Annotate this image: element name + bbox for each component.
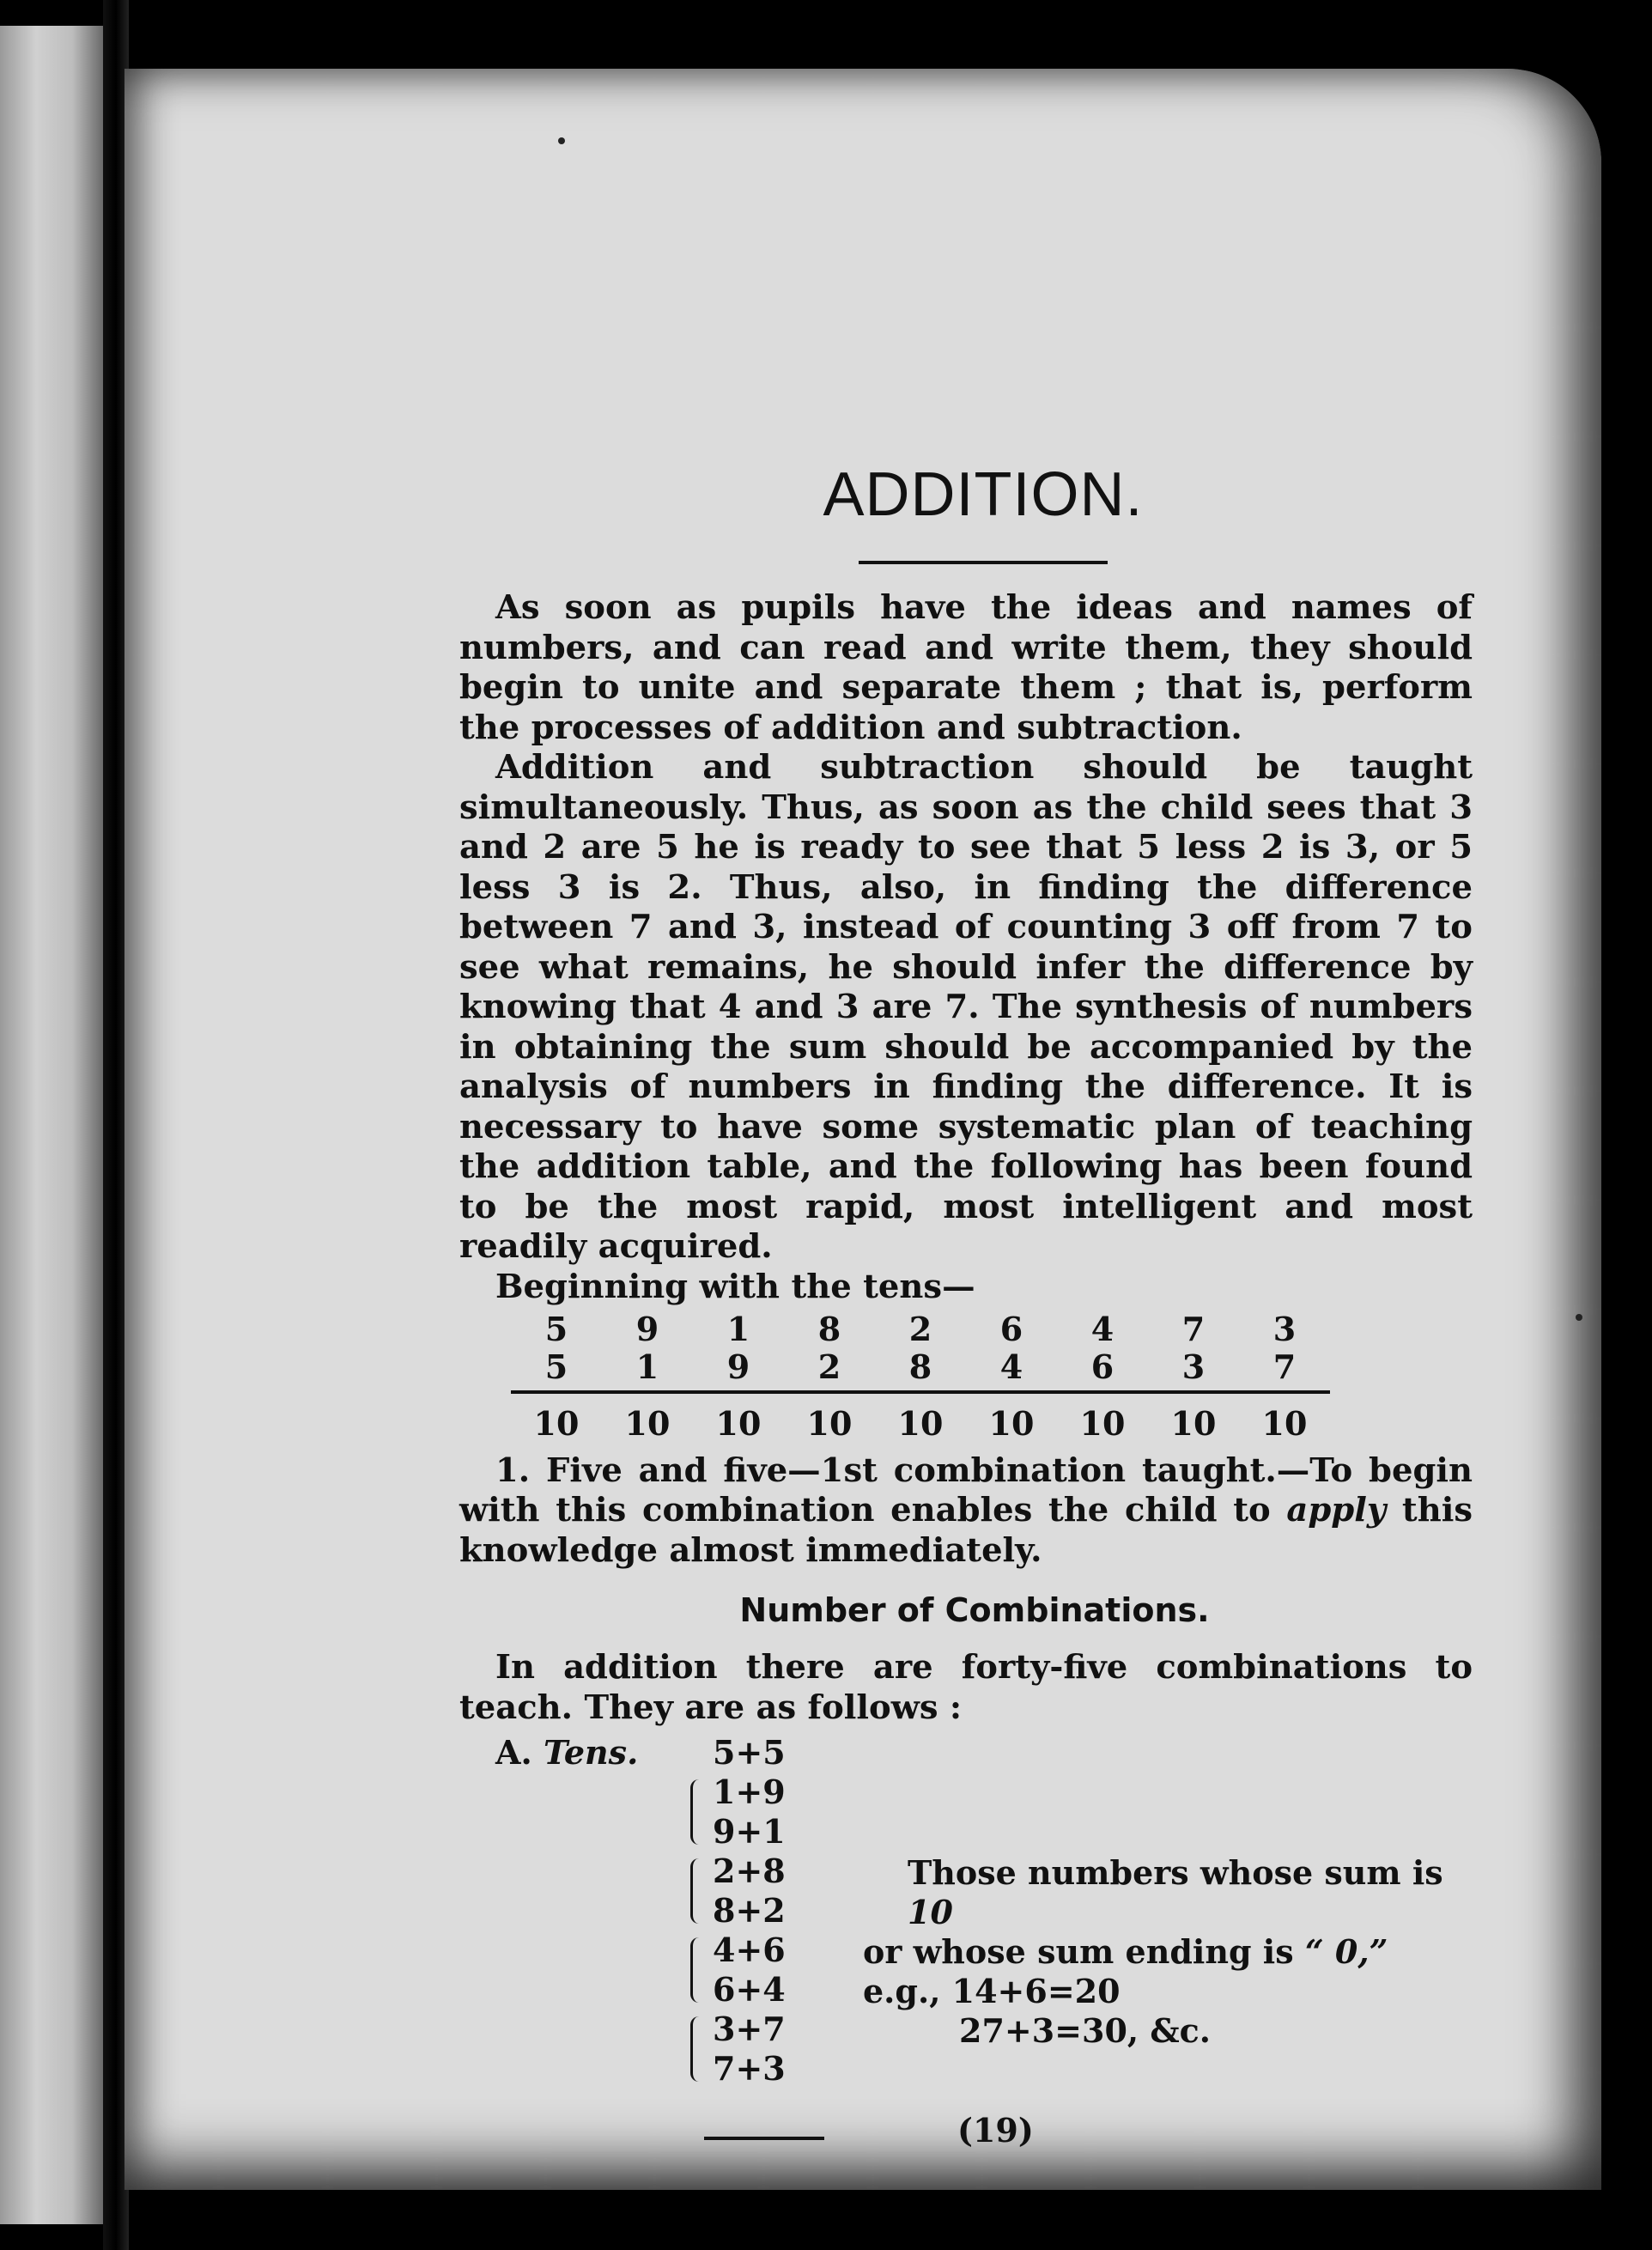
ink-speck bbox=[1576, 1314, 1582, 1321]
combo-pair bbox=[713, 2010, 786, 2089]
tens-intro: Beginning with the tens— bbox=[495, 1267, 975, 1306]
combo-pair bbox=[713, 1852, 786, 1931]
book-page bbox=[125, 69, 1601, 2190]
tens-cell: 6 bbox=[999, 1309, 1023, 1348]
combo-item: 8+2 bbox=[713, 1891, 786, 1930]
tens-cell: 3 bbox=[1181, 1347, 1206, 1386]
brace bbox=[690, 1858, 703, 1924]
page-title: ADDITION. bbox=[823, 460, 1144, 529]
sum-rule-row bbox=[511, 1386, 1330, 1398]
brace bbox=[690, 2016, 703, 2082]
note-text-end: this knowledge almost immediately. bbox=[459, 1491, 1473, 1570]
tens-top-row bbox=[511, 1310, 1330, 1348]
paragraph-1: As soon as pupils have the ideas and names of numbers, and can read and write them, they should begin to unite and separate them ; that is, perform the processes of addition and subtraction. bbox=[459, 588, 1473, 747]
tens-cell: 5 bbox=[544, 1347, 568, 1386]
combo-item: 3+7 bbox=[713, 2010, 786, 2048]
tens-cell: 3 bbox=[1272, 1309, 1297, 1348]
section-heading: Number of Combinations. bbox=[739, 1591, 1210, 1629]
sum-rule-cell bbox=[511, 1386, 1330, 1398]
tens-sum: 10 bbox=[715, 1403, 762, 1443]
explanation-text: or whose sum ending is bbox=[863, 1932, 1305, 1971]
tens-sum: 10 bbox=[1170, 1403, 1217, 1443]
combo-item: 9+1 bbox=[713, 1812, 786, 1851]
tens-cell: 1 bbox=[635, 1347, 659, 1386]
tens-sum: 10 bbox=[533, 1403, 580, 1443]
combo-item: 4+6 bbox=[713, 1931, 786, 1969]
combo-pair bbox=[713, 1773, 786, 1852]
combo-item: 5+5 bbox=[713, 1733, 786, 1772]
combo-group-name: Tens. bbox=[543, 1733, 639, 1772]
tens-sum: 10 bbox=[988, 1403, 1035, 1443]
explanation-emphasis: “ 0,” bbox=[1304, 1932, 1388, 1971]
tens-cell: 1 bbox=[726, 1309, 750, 1348]
tens-cell: 2 bbox=[908, 1309, 932, 1348]
combo-explanation bbox=[863, 1853, 1473, 2051]
title-rule bbox=[859, 561, 1108, 564]
combo-item: 2+8 bbox=[713, 1852, 786, 1890]
tens-cell: 4 bbox=[1090, 1309, 1114, 1348]
tens-cell: 4 bbox=[999, 1347, 1023, 1386]
combinations-block bbox=[459, 1733, 1473, 2150]
explanation-emphasis: 10 bbox=[908, 1893, 953, 1931]
tens-cell: 7 bbox=[1181, 1309, 1206, 1348]
ink-speck bbox=[558, 137, 565, 144]
page-content bbox=[459, 459, 1473, 2150]
combo-group-letter: A. bbox=[495, 1733, 532, 1772]
tens-cell: 2 bbox=[817, 1347, 841, 1386]
explanation-line bbox=[863, 1853, 1473, 1932]
tens-sum: 10 bbox=[1261, 1403, 1308, 1443]
combinations-intro: In addition there are forty-five combinations to teach. They are as follows : bbox=[459, 1648, 1473, 1727]
page-number: (19) bbox=[957, 2111, 1034, 2150]
explanation-line bbox=[863, 1932, 1473, 1972]
sum-rule bbox=[511, 1390, 1330, 1394]
tens-sum: 10 bbox=[897, 1403, 944, 1443]
tens-cell: 7 bbox=[1272, 1347, 1297, 1386]
combination-note bbox=[459, 1451, 1473, 1572]
note-text-start: 1. Five and five—1st combination taught.—To begin with this combination enables the child to bbox=[459, 1450, 1473, 1529]
brace bbox=[690, 1779, 703, 1845]
tens-cell: 6 bbox=[1090, 1347, 1114, 1386]
combo-underline bbox=[704, 2137, 824, 2140]
explanation-line: 27+3=30, &c. bbox=[959, 2011, 1212, 2050]
combo-item: 7+3 bbox=[713, 2049, 786, 2088]
tens-sum: 10 bbox=[806, 1403, 853, 1443]
tens-cell: 9 bbox=[726, 1347, 750, 1386]
paragraph-2: Addition and subtraction should be taught simultaneously. Thus, as soon as the child sees that 3 and 2 are 5 he is ready to see that 5 less 2 is 3, or 5 less 3 is 2. Thus, also, in finding the difference between 7 and 3, instead of counting 3 off from 7 to see what remains, he should infer the difference by knowing that 4 and 3 are 7. The synthesis of numbers in obtaining the sum should be accompanied by the analysis of numbers in finding the difference. It is necessary to have some systematic plan of teaching the addition table, and the following has been found to be the most rapid, most intelligent and most readily acquired. bbox=[459, 748, 1473, 1266]
tens-bottom-row bbox=[511, 1348, 1330, 1386]
tens-cell: 8 bbox=[817, 1309, 841, 1348]
explanation-line: e.g., 14+6=20 bbox=[863, 1972, 1121, 2010]
tens-cell: 8 bbox=[908, 1347, 932, 1386]
combo-item: 6+4 bbox=[713, 1970, 786, 2009]
brace bbox=[690, 1937, 703, 2003]
tens-sum: 10 bbox=[1079, 1403, 1126, 1443]
combo-group-label bbox=[495, 1733, 638, 1772]
tens-table bbox=[511, 1310, 1330, 1443]
tens-cell: 9 bbox=[635, 1309, 659, 1348]
combo-list bbox=[713, 1733, 786, 2089]
tens-sum-row bbox=[511, 1398, 1330, 1443]
note-emphasis: apply bbox=[1286, 1491, 1387, 1529]
tens-sum: 10 bbox=[624, 1403, 671, 1443]
tens-cell: 5 bbox=[544, 1309, 568, 1348]
combo-pair bbox=[713, 1931, 786, 2010]
facing-page-edge bbox=[0, 26, 103, 2224]
explanation-text: Those numbers whose sum is bbox=[908, 1853, 1443, 1892]
combo-item: 1+9 bbox=[713, 1773, 786, 1811]
